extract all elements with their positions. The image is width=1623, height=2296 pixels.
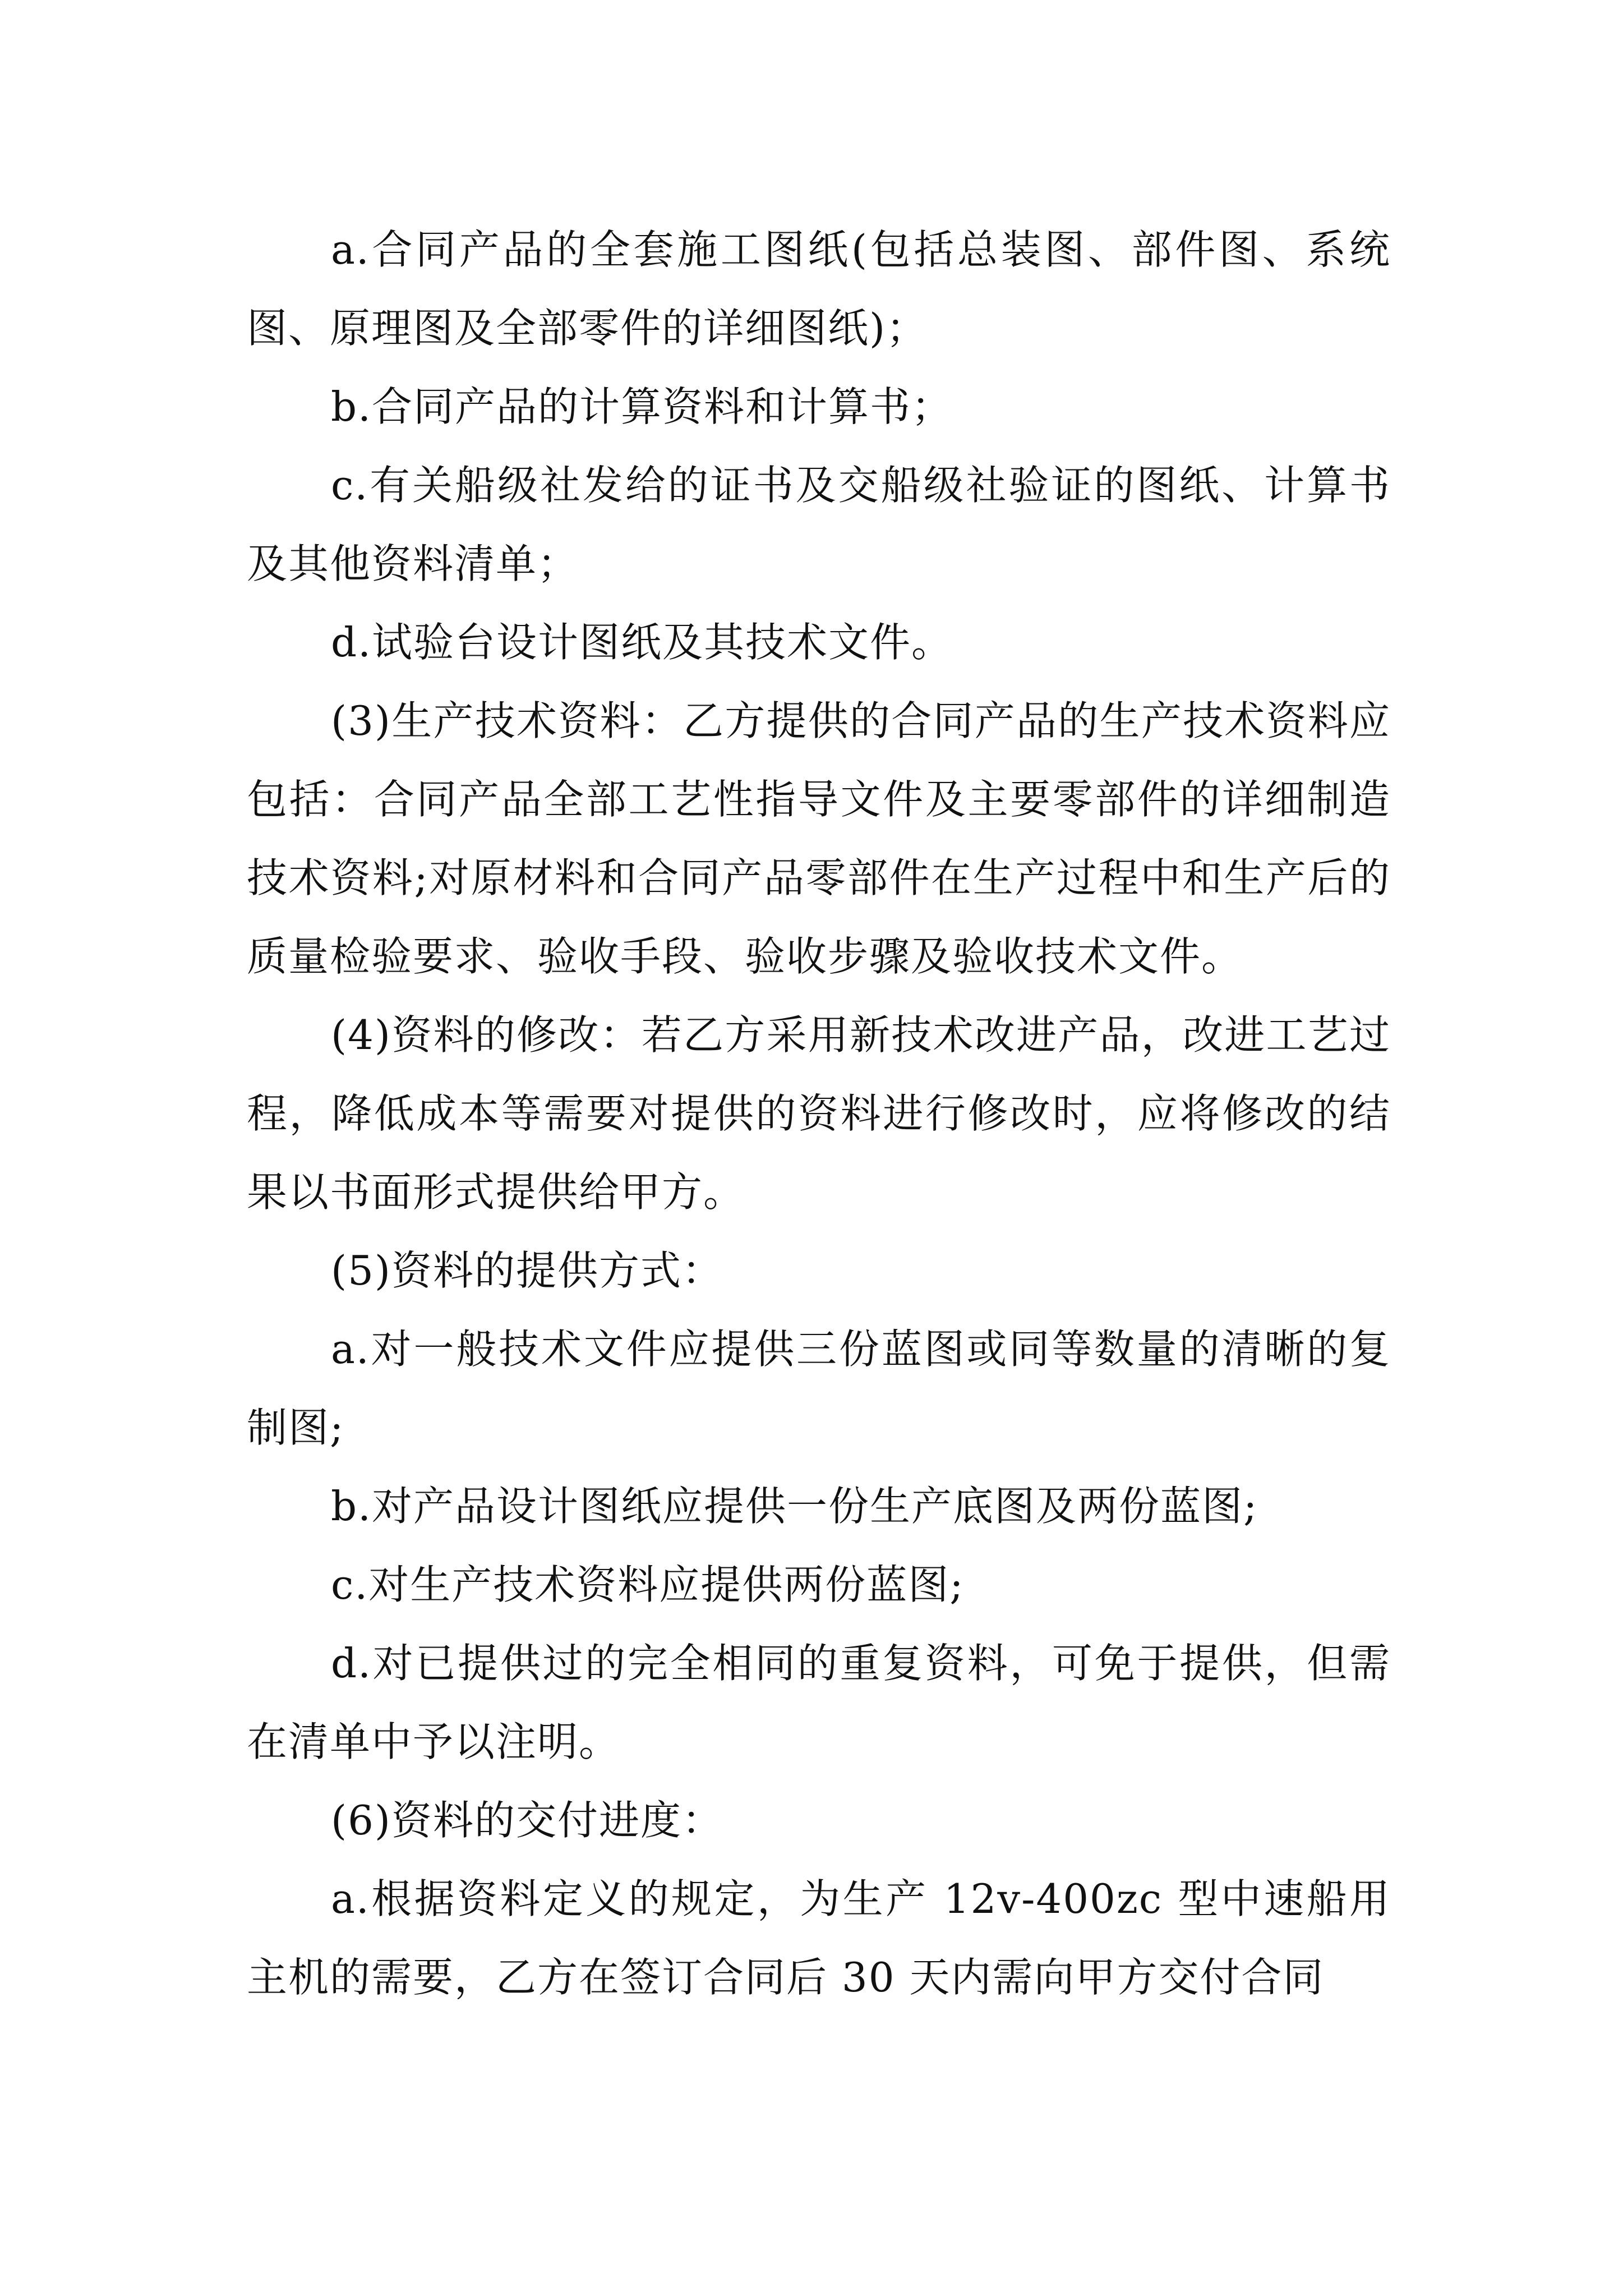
paragraph-6-delivery-schedule: (6)资料的交付进度： [331,1797,723,1844]
paragraph-4-modification: (4)资料的修改：若乙方采用新技术改进产品，改进工艺过程，降低成本等需要对提供的资料进行修改时，应将修改的结果以书面形式提供给甲方。 [247,1011,1391,1216]
paragraph-5a: a.对一般技术文件应提供三份蓝图或同等数量的清晰的复制图; [247,1326,1391,1451]
paragraph-5-delivery-method: (5)资料的提供方式： [331,1247,723,1294]
paragraph-6a: a.根据资料定义的规定，为生产 12v-400zc 型中速船用主机的需要，乙方在签订合同后 30 天内需向甲方交付合同 [247,1875,1391,2001]
paragraph-d-test-bench: d.试验台设计图纸及其技术文件。 [331,619,953,666]
paragraph-3-production-tech: (3)生产技术资料：乙方提供的合同产品的生产技术资料应包括：合同产品全部工艺性指导文件及主要零部件的详细制造技术资料;对原材料和合同产品零部件在生产过程中和生产后的质量检验要求、验收手段、验收步骤及验收技术文件。 [247,697,1391,980]
paragraph-a-drawings: a.合同产品的全套施工图纸(包括总装图、部件图、系统图、原理图及全部零件的详细图纸)； [247,226,1391,352]
paragraph-b-calculations: b.合同产品的计算资料和计算书； [331,383,953,430]
paragraph-5c: c.对生产技术资料应提供两份蓝图; [331,1561,965,1608]
document-body [247,210,1391,2017]
paragraph-5d: d.对已提供过的完全相同的重复资料，可免于提供，但需在清单中予以注明。 [247,1640,1391,1765]
paragraph-c-certificates: c.有关船级社发给的证书及交船级社验证的图纸、计算书及其他资料清单； [247,462,1391,587]
paragraph-5b: b.对产品设计图纸应提供一份生产底图及两份蓝图; [331,1483,1258,1530]
